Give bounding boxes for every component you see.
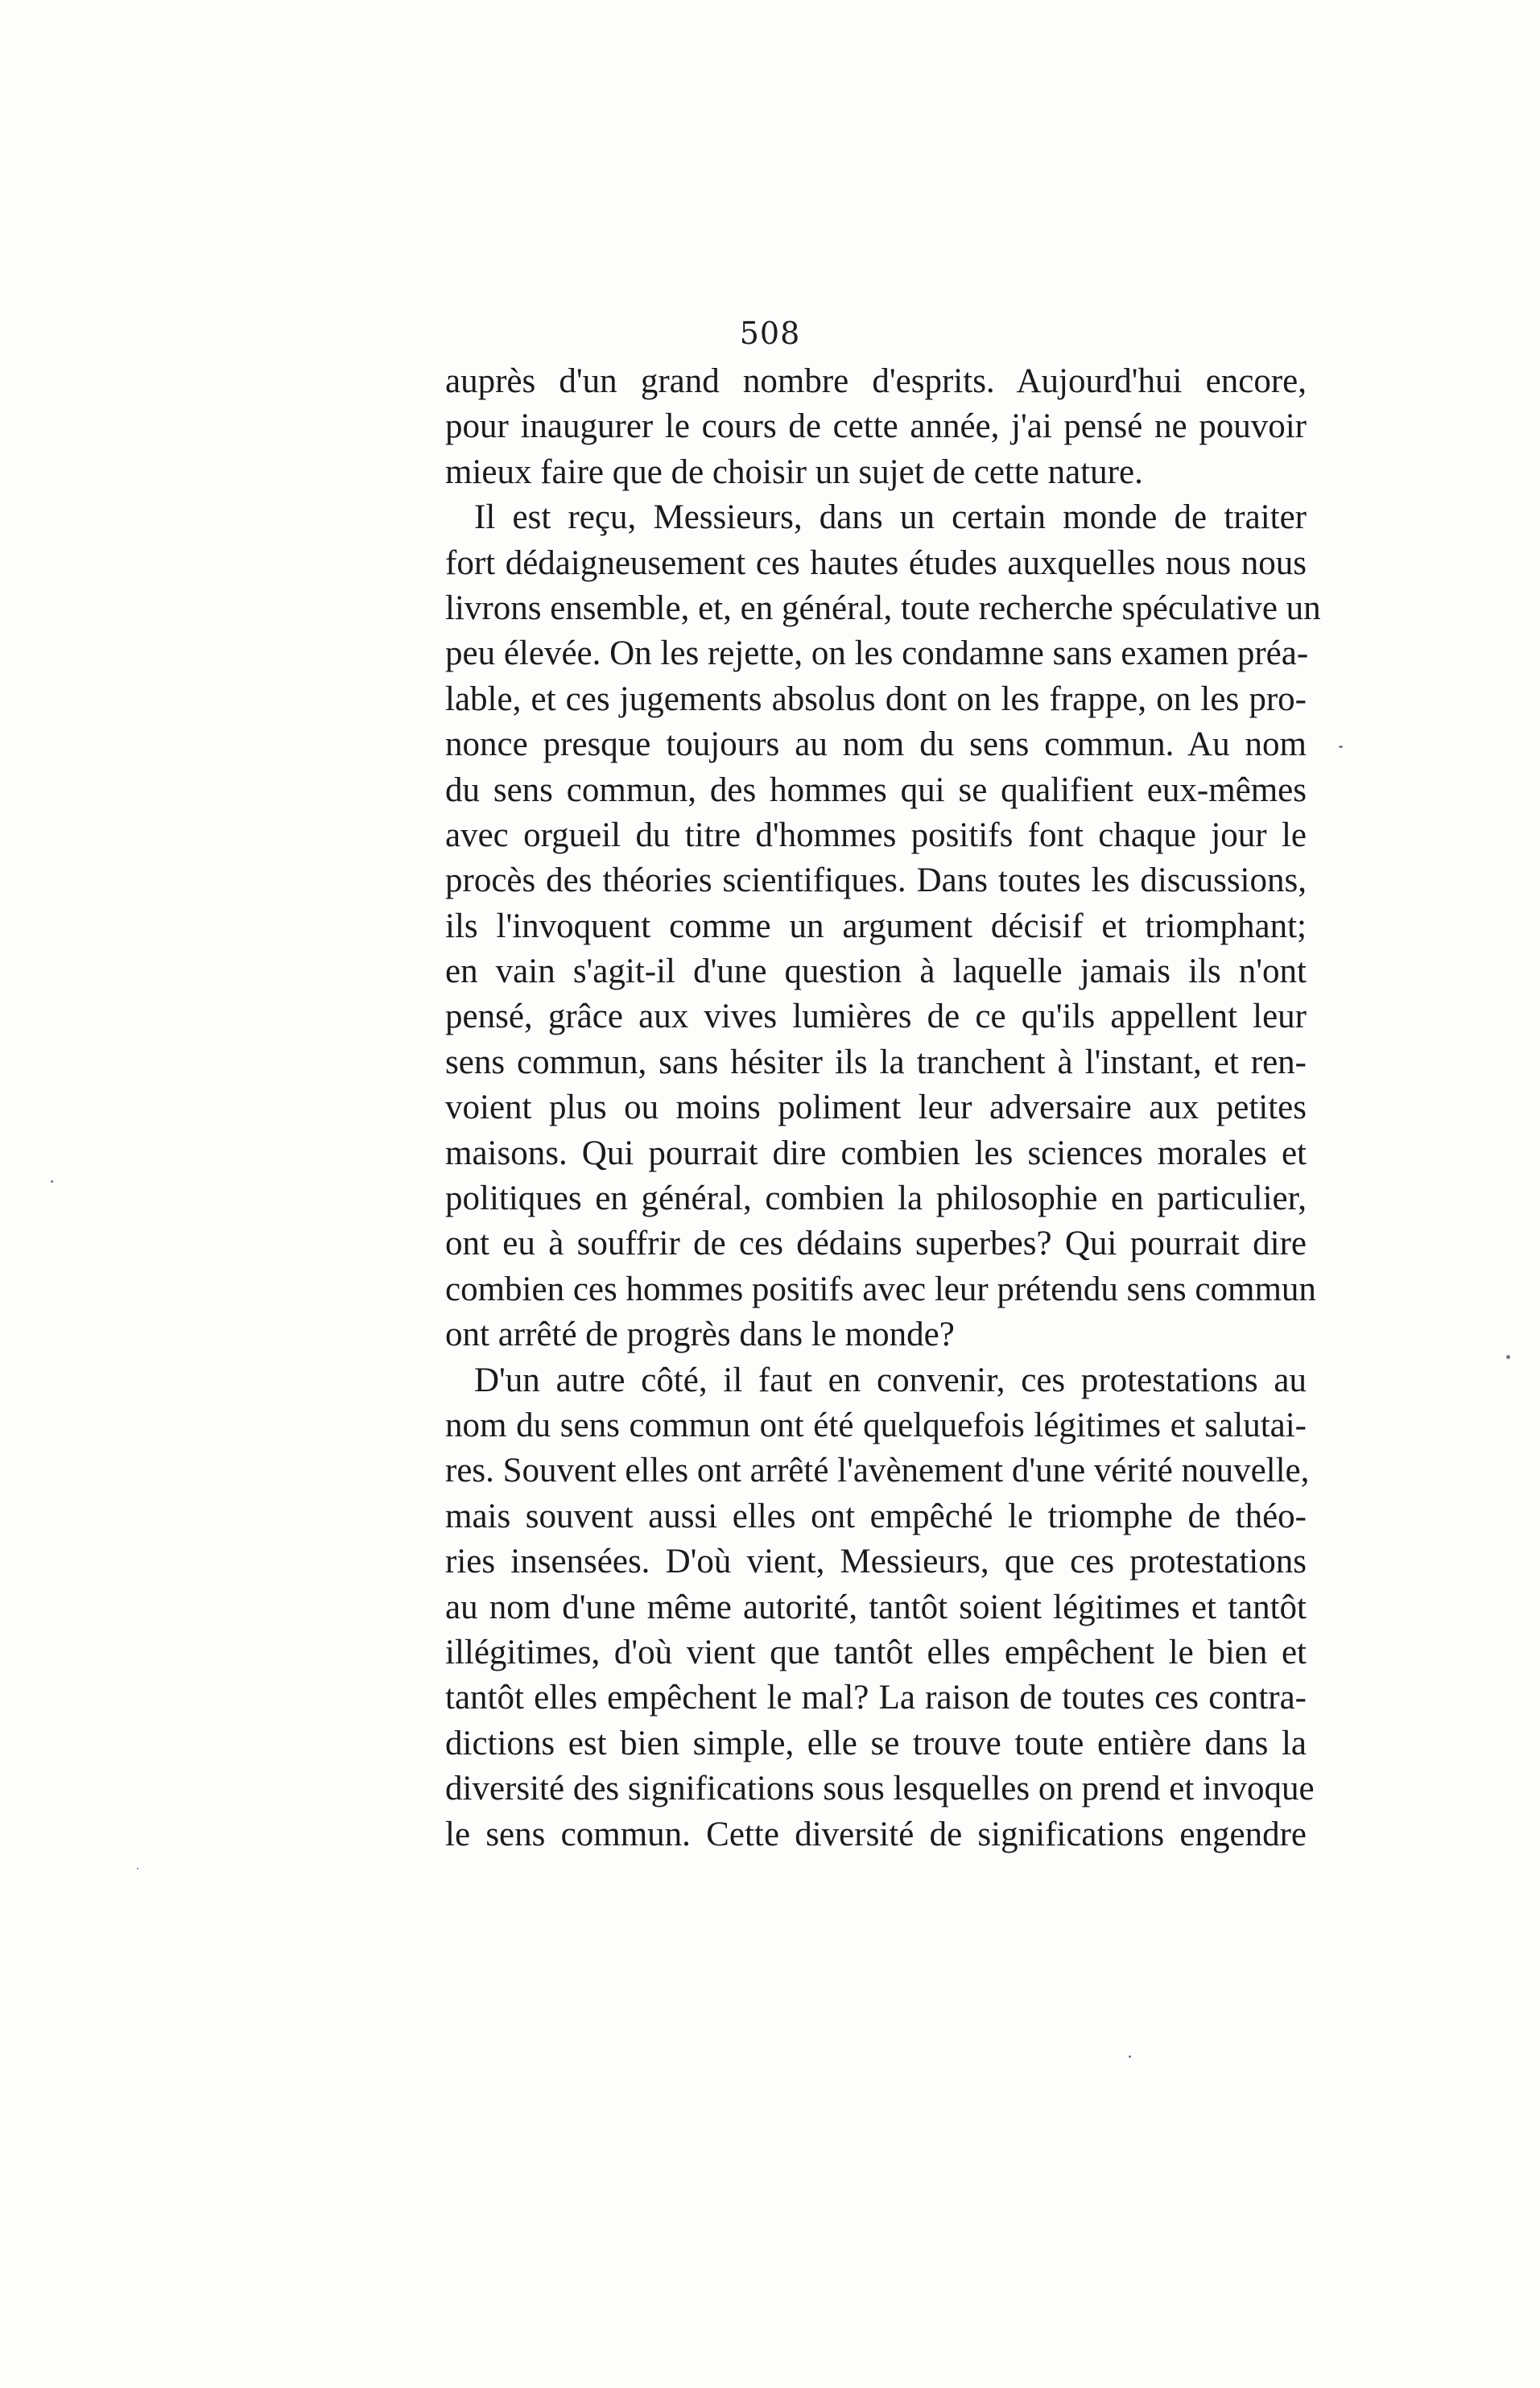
text-line: ils l'invoquent comme un argument décisif et triomphant; [445, 907, 1307, 945]
text-line: maisons. Qui pourrait dire combien les sciences morales et [445, 1134, 1307, 1172]
text-line: procès des théories scientifiques. Dans toutes les discussions, [445, 861, 1307, 900]
text-line: fort dédaigneusement ces hautes études auxquelles nous nous [445, 543, 1307, 582]
text-line: ont arrêté de progrès dans le monde? [445, 1316, 955, 1354]
scan-speck [51, 1180, 53, 1183]
text-line: nom du sens commun ont été quelquefois légitimes et salutai- [445, 1406, 1307, 1444]
body-text [445, 359, 1321, 1857]
text-line: res. Souvent elles ont arrêté l'avènement d'une vérité nouvelle, [445, 1452, 1310, 1490]
text-line: mais souvent aussi elles ont empêché le triomphe de théo- [445, 1497, 1307, 1535]
scan-speck [137, 1868, 138, 1869]
text-line: nonce presque toujours au nom du sens commun. Au nom [445, 725, 1307, 764]
text-line: ont eu à souffrir de ces dédains superbes? Qui pourrait dire [445, 1225, 1307, 1263]
text-line: lable, et ces jugements absolus dont on les frappe, on les pro- [445, 680, 1307, 718]
scan-speck [1506, 1355, 1510, 1359]
text-line: illégitimes, d'où vient que tantôt elles empêchent le bien et [445, 1633, 1307, 1671]
text-line: mieux faire que de choisir un sujet de cette nature. [445, 452, 1143, 491]
text-line: combien ces hommes positifs avec leur prétendu sens commun [445, 1270, 1316, 1308]
text-line: ries insensées. D'où vient, Messieurs, que ces protestations [445, 1543, 1307, 1581]
text-line: pour inaugurer le cours de cette année, j'ai pensé ne pouvoir [445, 407, 1307, 446]
text-line: D'un autre côté, il faut en convenir, ces protestations au [474, 1361, 1307, 1399]
text-line: livrons ensemble, et, en général, toute recherche spéculative un [445, 589, 1321, 627]
text-line: avec orgueil du titre d'hommes positifs font chaque jour le [445, 816, 1307, 854]
text-line: dictions est bien simple, elle se trouve toute entière dans la [445, 1724, 1307, 1762]
text-line: au nom d'une même autorité, tantôt soient légitimes et tantôt [445, 1588, 1307, 1626]
page-number: 508 [739, 316, 801, 351]
text-line: le sens commun. Cette diversité de significations engendre [445, 1815, 1307, 1853]
text-line: sens commun, sans hésiter ils la tranchent à l'instant, et ren- [445, 1043, 1307, 1081]
text-line: auprès d'un grand nombre d'esprits. Aujourd'hui encore, [445, 362, 1307, 400]
scan-speck [1129, 2055, 1131, 2058]
text-line: du sens commun, des hommes qui se qualifient eux-mêmes [445, 771, 1307, 809]
text-line: pensé, grâce aux vives lumières de ce qu'ils appellent leur [445, 998, 1307, 1036]
text-line: Il est reçu, Messieurs, dans un certain monde de traiter [474, 498, 1307, 537]
scan-speck [1339, 746, 1343, 748]
text-line: voient plus ou moins poliment leur adversaire aux petites [445, 1089, 1307, 1127]
text-line: politiques en général, combien la philosophie en particulier, [445, 1180, 1307, 1218]
text-line: en vain s'agit-il d'une question à laquelle jamais ils n'ont [445, 952, 1307, 991]
text-line: tantôt elles empêchent le mal? La raison de toutes ces contra- [445, 1679, 1307, 1717]
text-line: peu élevée. On les rejette, on les condamne sans examen préa- [445, 634, 1309, 673]
text-line: diversité des significations sous lesquelles on prend et invoque [445, 1770, 1315, 1808]
